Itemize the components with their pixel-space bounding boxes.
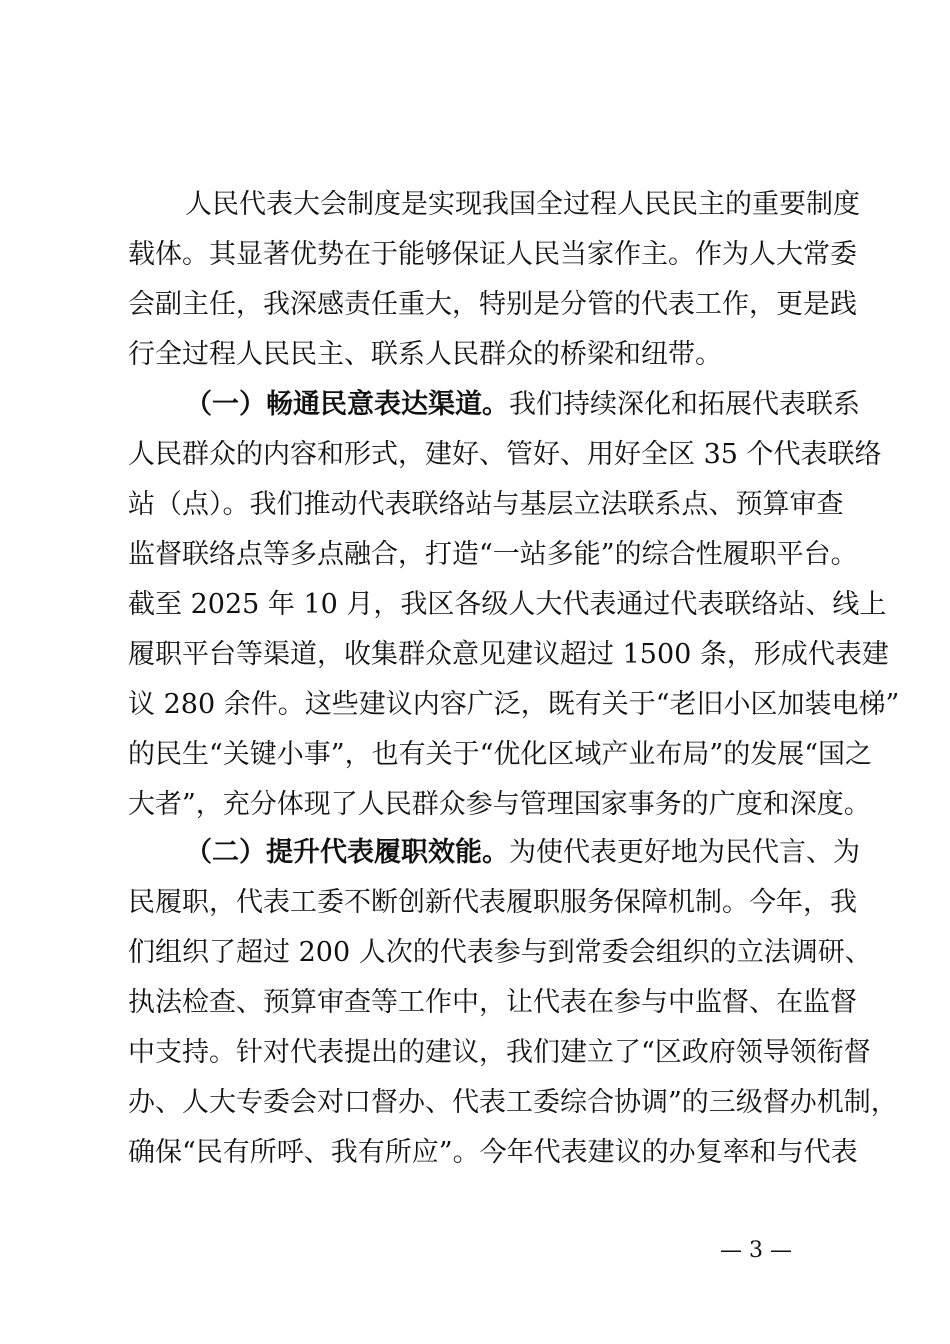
paragraph-line: 站（点）。我们推动代表联络站与基层立法联系点、预算审查 [128,489,844,520]
paragraph-line: 办、人大专委会对口督办、代表工委综合协调”的三级督办机制， [128,1087,898,1118]
section-heading: （一）畅通民意表达渠道。 [185,389,509,420]
paragraph-line: 人民群众的内容和形式，建好、管好、用好全区 35 个代表联络 [128,439,882,470]
paragraph-text: 为使代表更好地为民代言、为 [509,837,860,868]
section-heading: （二）提升代表履职效能。 [185,837,509,868]
paragraph-line: 民履职，代表工委不断创新代表履职服务保障机制。今年，我 [128,887,857,918]
paragraph-line: 会副主任，我深感责任重大，特别是分管的代表工作，更是践 [128,289,857,320]
paragraph-line [185,833,860,873]
paragraph-line: 截至 2025 年 10 月，我区各级人大代表通过代表联络站、线上 [128,589,887,620]
paragraph-line: 确保“民有所呼、我有所应”。今年代表建议的办复率和与代表 [128,1137,858,1168]
paragraph-line: 们组织了超过 200 人次的代表参与到常委会组织的立法调研、 [128,937,872,968]
paragraph-line: 的民生“关键小事”，也有关于“优化区域产业布局”的发展“国之 [128,739,873,770]
paragraph-line: 执法检查、预算审查等工作中，让代表在参与中监督、在监督 [128,987,857,1018]
paragraph-line: 议 280 余件。这些建议内容广泛，既有关于“老旧小区加装电梯” [128,689,900,720]
paragraph-line: 人民代表大会制度是实现我国全过程人民民主的重要制度 [185,189,860,220]
paragraph-line: 载体。其显著优势在于能够保证人民当家作主。作为人大常委 [128,239,857,270]
paragraph-line: 大者”，充分体现了人民群众参与管理国家事务的广度和深度。 [128,789,871,820]
page-number: — 3 — [720,1238,792,1263]
paragraph-line: 监督联络点等多点融合，打造“一站多能”的综合性履职平台。 [128,539,858,570]
paragraph-line: 中支持。针对代表提出的建议，我们建立了“区政府领导领衔督 [128,1037,871,1068]
paragraph-line: 行全过程人民民主、联系人民群众的桥梁和纽带。 [128,339,722,370]
paragraph-text: 我们持续深化和拓展代表联系 [509,389,860,420]
paragraph-line: 履职平台等渠道，收集群众意见建议超过 1500 条，形成代表建 [128,639,889,670]
paragraph-line [185,385,860,425]
